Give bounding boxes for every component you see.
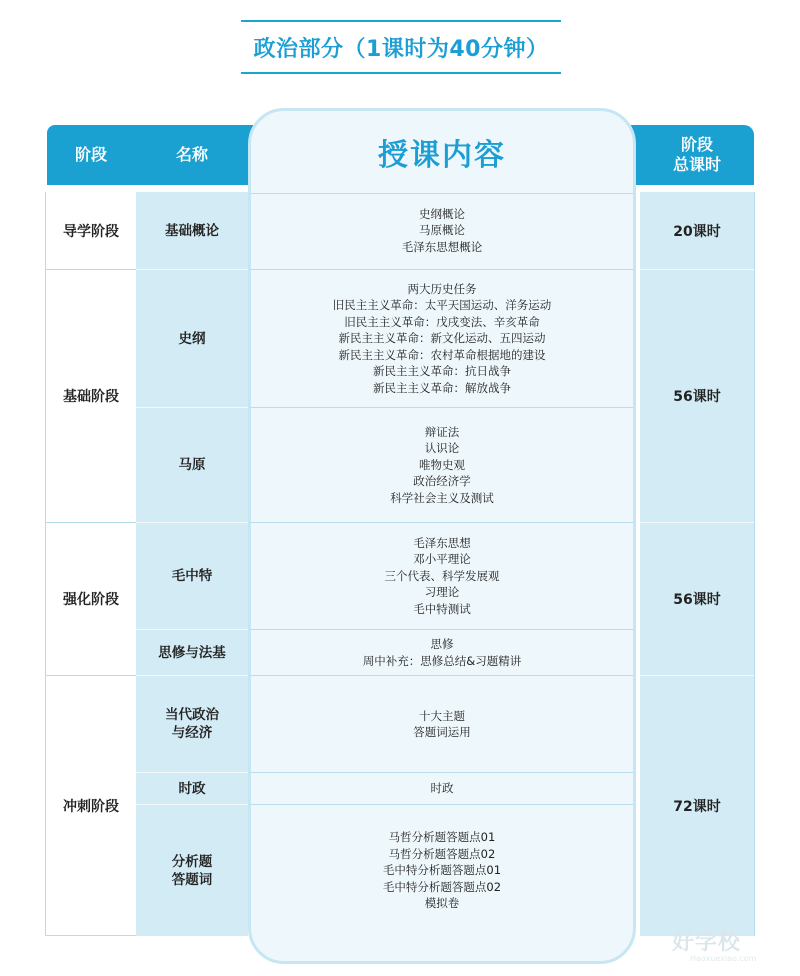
stage-cell: 导学阶段 [46, 192, 136, 270]
content-cell [251, 773, 633, 805]
content-panel [248, 108, 636, 964]
content-line: 十大主题 [419, 708, 465, 723]
page-title [241, 20, 561, 74]
stage-cell: 强化阶段 [46, 523, 136, 676]
content-line: 两大历史任务 [407, 281, 477, 296]
content-line: 认识论 [424, 441, 460, 456]
watermark-url: Haoxuexiao.com [690, 954, 757, 963]
content-cell [251, 630, 633, 676]
table-header-right [620, 125, 754, 185]
content-line: 科学社会主义及测试 [390, 490, 494, 505]
content-line: 旧民主主义革命：戊戌变法、辛亥革命 [344, 314, 540, 329]
content-line: 史纲概论 [419, 206, 465, 221]
stage-column [45, 192, 136, 936]
watermark-logo: 好学校 [672, 930, 742, 955]
content-line: 模拟卷 [424, 896, 460, 911]
name-line: 答题词 [171, 871, 213, 888]
content-cell [251, 523, 633, 630]
name-cell [136, 773, 248, 805]
name-line: 马原 [178, 457, 206, 473]
content-line: 习理论 [424, 585, 460, 600]
name-line: 毛中特 [171, 568, 213, 584]
content-cell [251, 408, 633, 523]
hours-cell: 56课时 [640, 270, 754, 523]
content-line: 思修 [430, 637, 454, 651]
hours-cell: 56课时 [640, 523, 754, 676]
header-hours-line1: 阶段 [680, 135, 713, 154]
hours-cell: 72课时 [673, 799, 721, 815]
content-cell [251, 270, 633, 408]
hours-column [640, 192, 755, 936]
table-header-left [47, 125, 260, 185]
content-line: 新民主主义革命：解放战争 [373, 380, 511, 395]
name-cell [136, 805, 248, 936]
name-cell [136, 676, 248, 773]
content-line: 政治经济学 [413, 474, 471, 489]
header-stage: 阶段 [74, 145, 107, 164]
page-title-text: 政治部分（1课时为40分钟） [253, 36, 549, 62]
stage-cell: 冲刺阶段 [46, 676, 136, 936]
name-line: 史纲 [178, 330, 206, 347]
content-line: 毛中特分析题答题点01 [382, 863, 502, 878]
name-cell [136, 523, 248, 630]
content-line: 毛泽东思想 [413, 535, 471, 550]
name-column [136, 192, 248, 936]
name-cell [136, 408, 248, 523]
content-line: 周中补充：思修总结&习题精讲 [362, 653, 522, 668]
name-cell [136, 192, 248, 270]
content-line: 辩证法 [424, 424, 460, 439]
content-cell [251, 805, 633, 936]
header-hours [640, 125, 754, 185]
name-line: 思修与法基 [158, 644, 226, 661]
content-line: 三个代表、科学发展观 [384, 568, 500, 583]
hours-cell: 20课时 [640, 192, 754, 270]
content-line: 马哲分析题答题点01 [388, 830, 496, 845]
name-cell [136, 270, 248, 408]
content-line: 毛中特测试 [413, 601, 471, 616]
content-line: 答题词运用 [413, 725, 471, 739]
content-line: 新民主主义革命：农村革命根据地的建设 [338, 347, 546, 362]
content-line: 旧民主主义革命：太平天国运动、洋务运动 [332, 298, 552, 313]
content-line: 马哲分析题答题点02 [388, 846, 496, 861]
content-line: 邓小平理论 [413, 552, 471, 567]
content-line: 毛泽东思想概论 [401, 239, 483, 254]
content-line: 新民主主义革命：抗日战争 [373, 364, 511, 379]
header-hours-line2: 总课时 [672, 155, 721, 174]
content-line: 唯物史观 [419, 457, 465, 472]
content-cell [251, 192, 633, 270]
content-line: 新民主主义革命：新文化运动、五四运动 [338, 331, 546, 346]
content-line: 时政 [430, 781, 454, 796]
name-line: 当代政治 [165, 707, 219, 723]
content-line: 马原概论 [419, 223, 465, 238]
header-name: 名称 [175, 145, 208, 164]
name-line: 分析题 [171, 853, 213, 870]
content-cell [251, 676, 633, 773]
name-cell [136, 630, 248, 676]
content-line: 毛中特分析题答题点02 [382, 879, 502, 894]
name-line: 时政 [178, 780, 206, 797]
name-line: 基础概论 [165, 222, 219, 239]
name-line: 与经济 [171, 725, 213, 741]
content-header [251, 111, 633, 194]
content-header-text: 授课内容 [378, 138, 506, 173]
stage-cell: 基础阶段 [46, 270, 136, 523]
